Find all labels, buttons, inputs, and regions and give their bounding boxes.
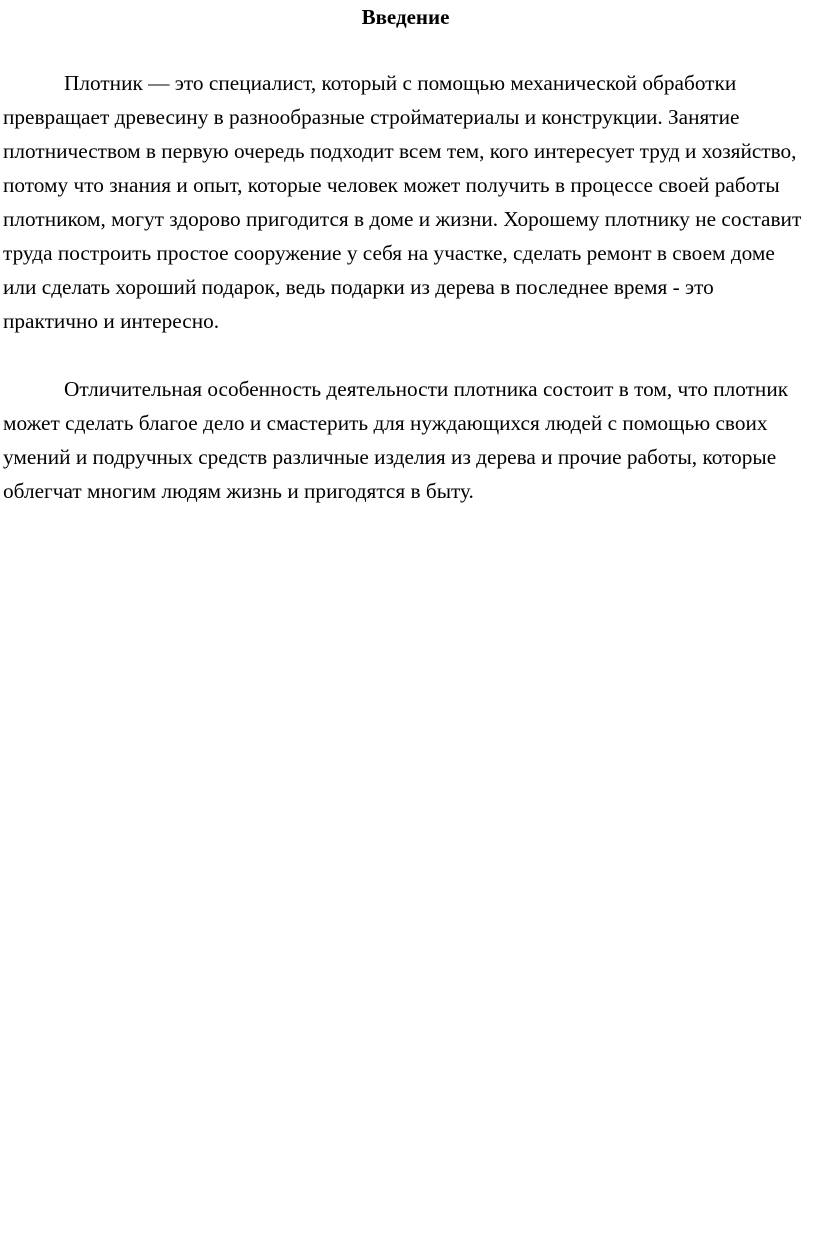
paragraph-carpenter-feature: Отличительная особенность деятельности плотника состоит в том, что плотник может сделать благое дело и смастерить для нуждающихся людей с помощью своих умений и подручных средств различные изделия из дерева и прочие работы, которые облегчат многим людям жизнь и пригодятся в быту.	[3, 377, 789, 503]
paragraph-carpenter-definition: Плотник — это специалист, который с помощью механической обработки превращает древесину в разнообразные стройматериалы и конструкции. Занятие плотничеством в первую очередь подходит всем тем, кого интересует труд и хозяйство, потому что знания и опыт, которые человек может получить в процессе своей работы плотником, могут здорово пригодится в доме и жизни. Хорошему плотнику не составит труда построить простое сооружение у себя на участке, сделать ремонт в своем доме или сделать хороший подарок, ведь подарки из дерева в последнее время - это практично и интересно.	[3, 71, 802, 333]
document-title: Введение	[361, 5, 450, 29]
